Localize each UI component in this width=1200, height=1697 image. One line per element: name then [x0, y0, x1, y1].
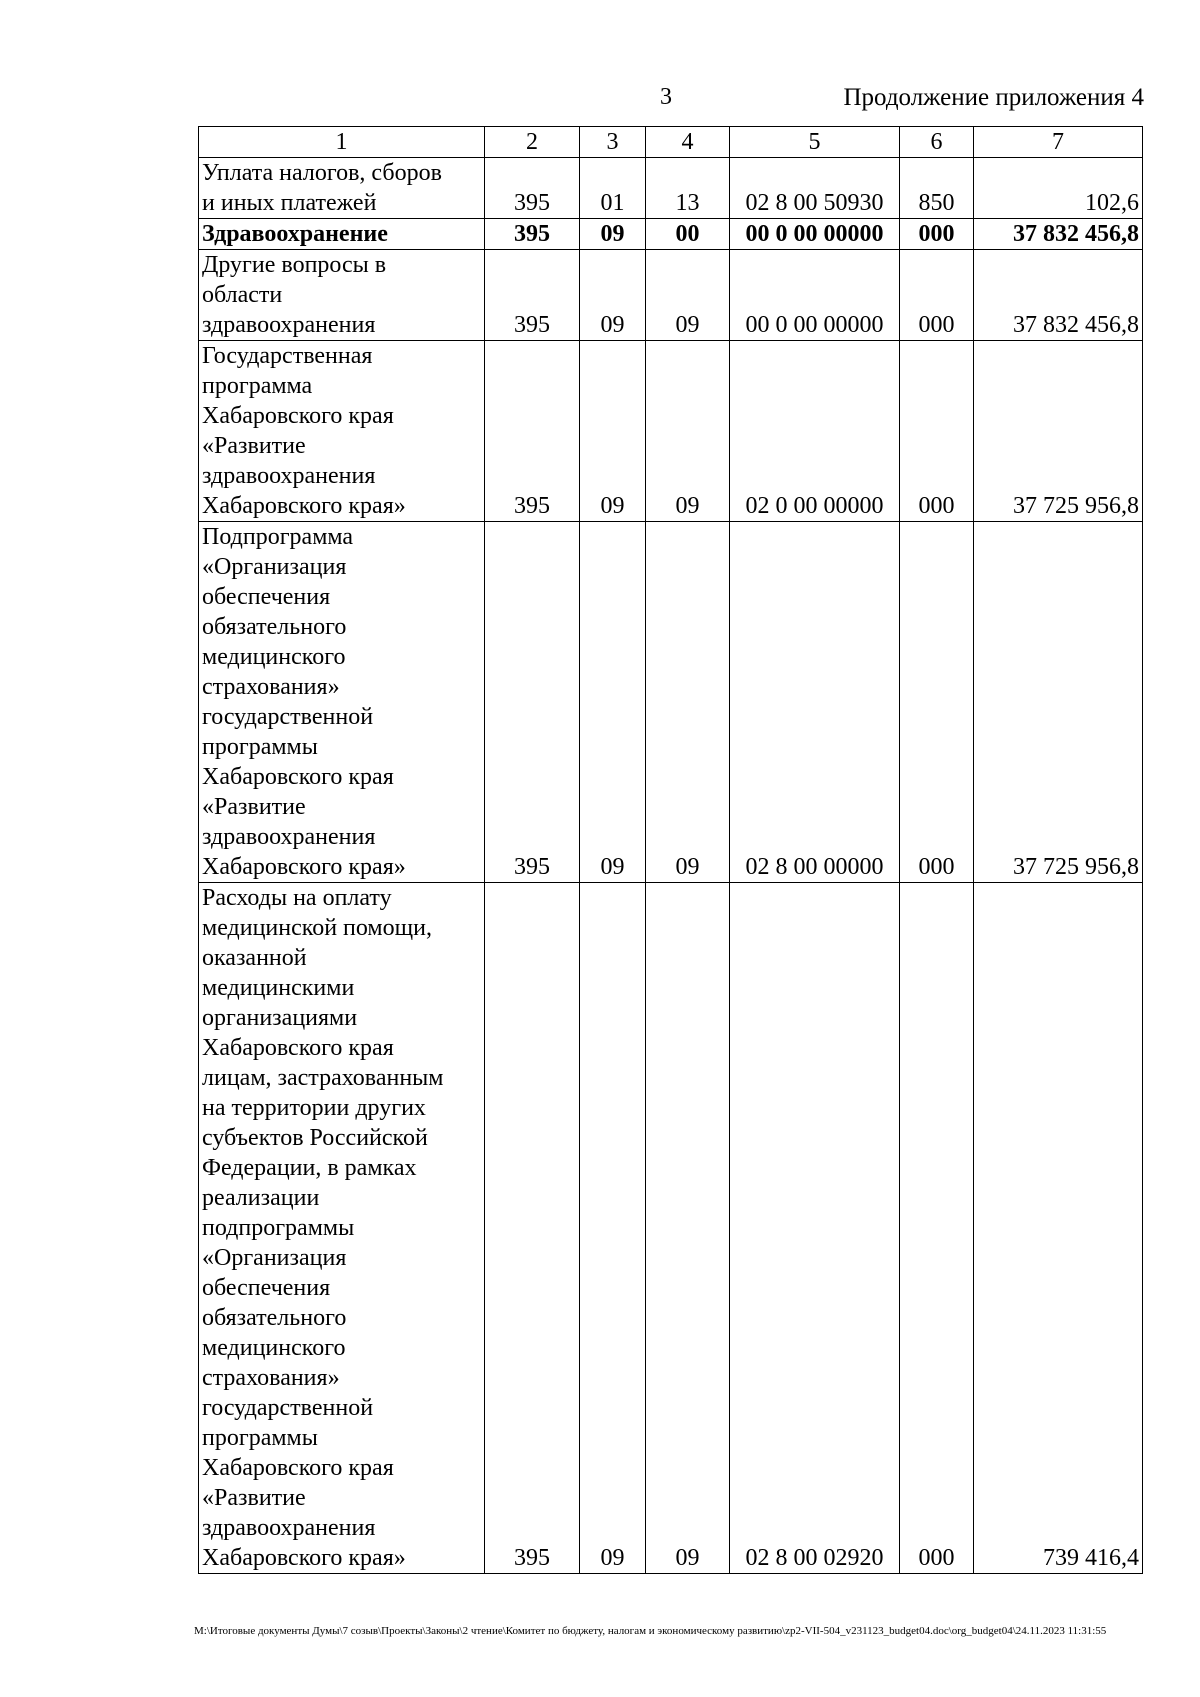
cell-ministry-code: 395 — [485, 522, 580, 883]
cell-amount: 102,6 — [974, 158, 1143, 219]
column-header: 5 — [730, 127, 900, 158]
cell-subsection: 13 — [646, 158, 730, 219]
cell-subsection: 00 — [646, 219, 730, 250]
column-header: 4 — [646, 127, 730, 158]
cell-section: 09 — [580, 250, 646, 341]
cell-subsection: 09 — [646, 250, 730, 341]
cell-expense-type: 000 — [900, 219, 974, 250]
cell-target-article: 00 0 00 00000 — [730, 219, 900, 250]
cell-subsection: 09 — [646, 522, 730, 883]
budget-table — [198, 126, 1143, 1574]
cell-amount: 37 725 956,8 — [974, 522, 1143, 883]
table-row — [199, 883, 1143, 1574]
cell-expense-type: 850 — [900, 158, 974, 219]
cell-amount: 37 832 456,8 — [974, 219, 1143, 250]
cell-ministry-code: 395 — [485, 158, 580, 219]
cell-section: 09 — [580, 341, 646, 522]
cell-amount: 37 725 956,8 — [974, 341, 1143, 522]
row-name: Здравоохранение — [199, 219, 485, 250]
cell-section: 09 — [580, 883, 646, 1574]
column-header: 1 — [199, 127, 485, 158]
cell-ministry-code: 395 — [485, 341, 580, 522]
cell-section: 09 — [580, 219, 646, 250]
cell-expense-type: 000 — [900, 522, 974, 883]
header-row — [199, 127, 1143, 158]
table-row — [199, 522, 1143, 883]
row-name: Расходы на оплату медицинской помощи, оказанной медицинскими организациями Хабаровского края лицам, застрахованным на территории других субъектов Российской Федерации, в рамках реализации подпрограммы «Организация обеспечения обязательного медицинского страхования» государственной программы Хабаровского края «Развитие здравоохранения Хабаровского края» — [199, 883, 485, 1574]
cell-section: 09 — [580, 522, 646, 883]
cell-ministry-code: 395 — [485, 250, 580, 341]
table-row — [199, 250, 1143, 341]
cell-amount: 37 832 456,8 — [974, 250, 1143, 341]
cell-section: 01 — [580, 158, 646, 219]
table-row — [199, 341, 1143, 522]
table-row — [199, 219, 1143, 250]
continuation-caption: Продолжение приложения 4 — [843, 84, 1144, 111]
cell-expense-type: 000 — [900, 883, 974, 1574]
row-name: Государственная программа Хабаровского края «Развитие здравоохранения Хабаровского края» — [199, 341, 485, 522]
page-number: 3 — [660, 84, 672, 110]
column-header: 7 — [974, 127, 1143, 158]
cell-target-article: 02 0 00 00000 — [730, 341, 900, 522]
column-header: 6 — [900, 127, 974, 158]
row-name: Уплата налогов, сборов и иных платежей — [199, 158, 485, 219]
row-name: Подпрограмма «Организация обеспечения обязательного медицинского страхования» государственной программы Хабаровского края «Развитие здравоохранения Хабаровского края» — [199, 522, 485, 883]
column-header: 2 — [485, 127, 580, 158]
cell-ministry-code: 395 — [485, 219, 580, 250]
row-name: Другие вопросы в области здравоохранения — [199, 250, 485, 341]
cell-expense-type: 000 — [900, 250, 974, 341]
cell-subsection: 09 — [646, 883, 730, 1574]
cell-target-article: 00 0 00 00000 — [730, 250, 900, 341]
cell-target-article: 02 8 00 00000 — [730, 522, 900, 883]
table-row — [199, 158, 1143, 219]
cell-target-article: 02 8 00 02920 — [730, 883, 900, 1574]
cell-ministry-code: 395 — [485, 883, 580, 1574]
file-path-footer: M:\Итоговые документы Думы\7 созыв\Проекты\Законы\2 чтение\Комитет по бюджету, налогам и экономическому развитию\zp2-VII-504_v231123_budget04.doc\org_budget04\24.11.2023 11:31:55 — [194, 1625, 1107, 1637]
cell-expense-type: 000 — [900, 341, 974, 522]
cell-target-article: 02 8 00 50930 — [730, 158, 900, 219]
cell-subsection: 09 — [646, 341, 730, 522]
column-header: 3 — [580, 127, 646, 158]
cell-amount: 739 416,4 — [974, 883, 1143, 1574]
